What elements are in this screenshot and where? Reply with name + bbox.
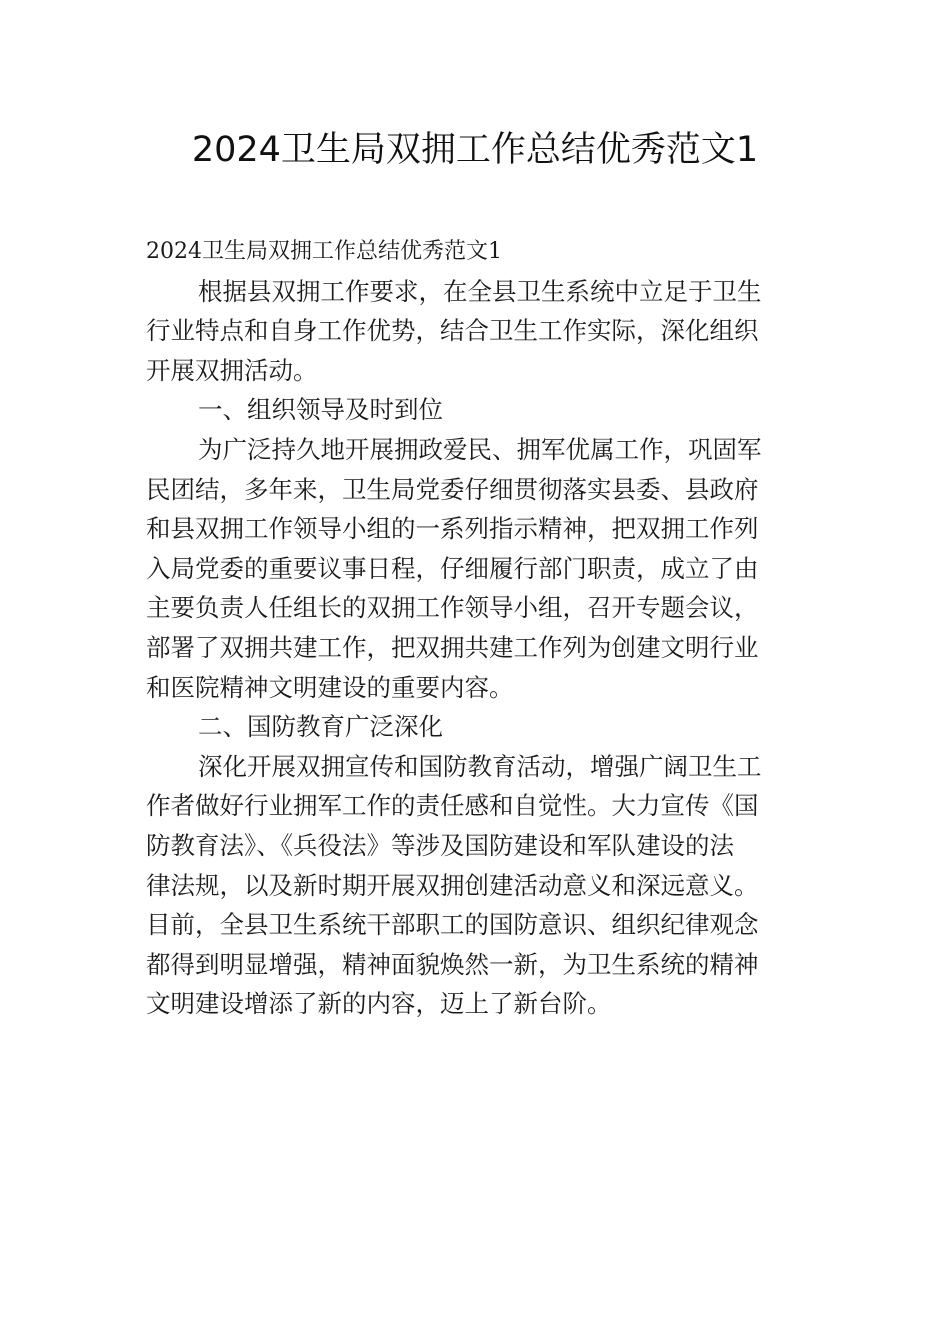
paragraph-line: 主要负责人任组长的双拥工作领导小组，召开专题会议， — [146, 593, 759, 623]
paragraph-line: 行业特点和自身工作优势，结合卫生工作实际，深化组织 — [146, 316, 759, 346]
paragraph-line: 入局党委的重要议事日程，仔细履行部门职责，成立了由 — [146, 553, 759, 583]
paragraph-line: 开展双拥活动。 — [146, 355, 318, 385]
paragraph-line: 防教育法》、《兵役法》等涉及国防建设和军队建设的法 — [146, 830, 734, 860]
paragraph-line: 为广泛持久地开展拥政爱民、拥军优属工作，巩固军 — [198, 434, 762, 464]
paragraph-line: 和医院精神文明建设的重要内容。 — [146, 672, 514, 702]
document-body — [146, 232, 806, 1024]
section-heading: 二、国防教育广泛深化 — [198, 712, 443, 742]
paragraph-line: 深化开展双拥宣传和国防教育活动，增强广阔卫生工 — [198, 751, 762, 781]
subtitle-line: 2024卫生局双拥工作总结优秀范文1 — [146, 239, 502, 264]
document-title: 2024卫生局双拥工作总结优秀范文1 — [191, 130, 759, 170]
paragraph-line: 部署了双拥共建工作，把双拥共建工作列为创建文明行业 — [146, 632, 759, 662]
paragraph-line: 律法规，以及新时期开展双拥创建活动意义和深远意义。 — [146, 870, 759, 900]
paragraph-line: 都得到明显增强，精神面貌焕然一新，为卫生系统的精神 — [146, 949, 759, 979]
paragraph-line: 文明建设增添了新的内容，迈上了新台阶。 — [146, 989, 612, 1019]
section-heading: 一、组织领导及时到位 — [198, 395, 443, 425]
paragraph-line: 目前，全县卫生系统干部职工的国防意识、组织纪律观念 — [146, 910, 759, 940]
paragraph-line: 民团结，多年来，卫生局党委仔细贯彻落实县委、县政府 — [146, 474, 759, 504]
paragraph-line: 作者做好行业拥军工作的责任感和自觉性。大力宣传《国 — [146, 791, 759, 821]
paragraph-line: 和县双拥工作领导小组的一系列指示精神，把双拥工作列 — [146, 514, 759, 544]
paragraph-line: 根据县双拥工作要求，在全县卫生系统中立足于卫生 — [198, 276, 762, 306]
